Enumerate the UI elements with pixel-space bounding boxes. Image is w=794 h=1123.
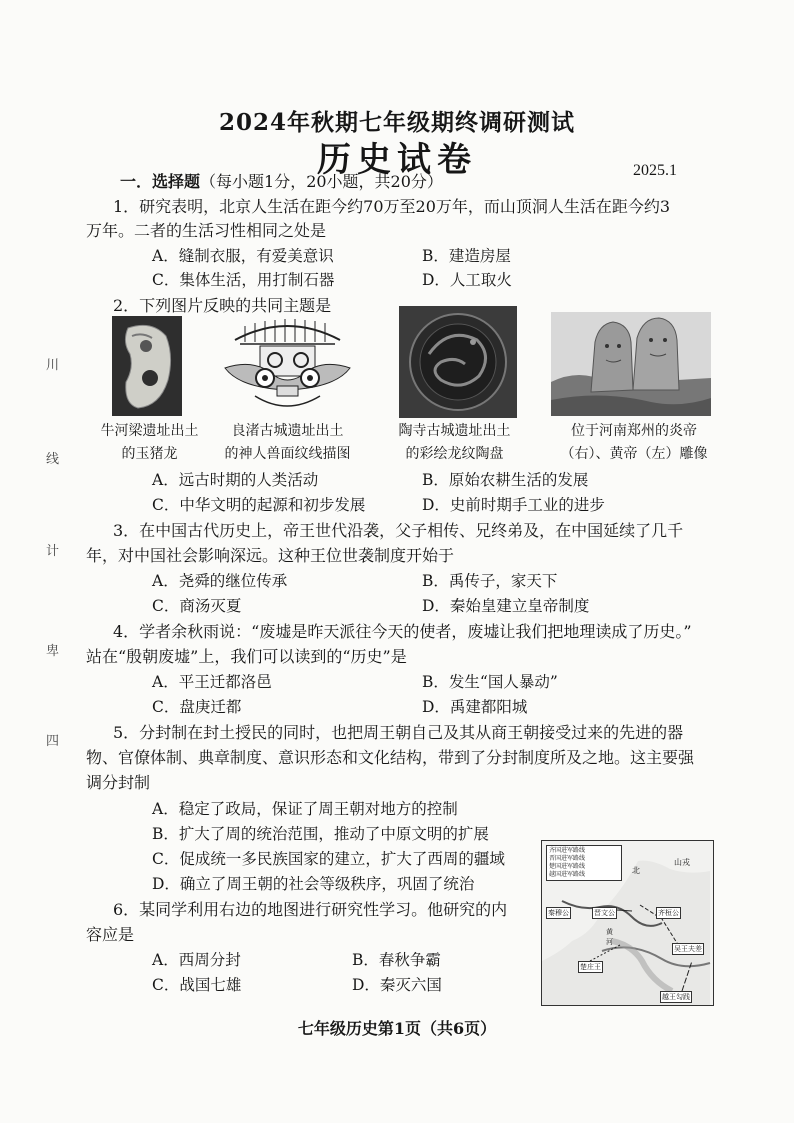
q5-option-a[interactable]: A．稳定了政局，保证了周王朝对地方的控制 xyxy=(152,800,458,818)
q4-option-d[interactable]: D．禹建都阳城 xyxy=(422,698,528,716)
caption-liangzhu-mask: 良渚古城遗址出土 的神人兽面纹线描图 xyxy=(224,423,351,462)
q6-option-a[interactable]: A．西周分封 xyxy=(152,951,241,969)
q6-option-d[interactable]: D．秦灭六国 xyxy=(352,976,442,994)
q1-line2: 万年。二者的生活习性相同之处是 xyxy=(86,221,327,240)
liangzhu-mask-drawing xyxy=(215,318,360,418)
q1-line1: 1．研究表明，北京人生活在距今约70万至20万年，而山顶洞人生活在距今约3 xyxy=(113,197,671,216)
jade-pig-dragon-photo xyxy=(112,316,182,416)
exam-date: 2025.1 xyxy=(633,162,677,179)
q4-option-b[interactable]: B．发生“国人暴动” xyxy=(422,673,558,691)
map-label: 北 xyxy=(632,866,640,875)
margin-mark: 川 xyxy=(46,358,60,373)
q3-option-b[interactable]: B．禹传子，家天下 xyxy=(422,572,558,590)
q5-option-b[interactable]: B．扩大了周的统治范围，推动了中原文明的扩展 xyxy=(152,825,489,843)
map-label: 吴王夫差 xyxy=(674,945,702,953)
margin-mark: 四 xyxy=(46,734,60,749)
q4-line1: 4．学者余秋雨说：“废墟是昨天派往今天的使者，废墟让我们把地理读成了历史。” xyxy=(113,622,692,641)
map-label: 河 xyxy=(606,938,613,946)
q2-option-c[interactable]: C．中华文明的起源和初步发展 xyxy=(152,496,366,514)
map-legend: 齐国进军路线 晋国进军路线 楚国进军路线 越国进军路线 xyxy=(546,845,622,881)
map-label: 齐桓公 xyxy=(658,909,679,917)
q1-option-b[interactable]: B．建造房屋 xyxy=(422,247,511,265)
q4-option-a[interactable]: A．平王迁都洛邑 xyxy=(152,673,272,691)
exam-subtitle: 历史试卷 xyxy=(317,140,477,180)
q1-option-c[interactable]: C．集体生活，用打制石器 xyxy=(152,271,335,289)
q2-option-a[interactable]: A．远古时期的人类活动 xyxy=(152,471,319,489)
exam-title: 2024年秋期七年级期终调研测试 xyxy=(218,109,575,136)
taosi-dragon-plate-photo xyxy=(399,306,517,418)
q6-line2: 容应是 xyxy=(86,925,135,944)
q1-option-d[interactable]: D．人工取火 xyxy=(422,271,512,289)
map-label: 秦穆公 xyxy=(548,909,569,917)
caption-taosi-plate: 陶寺古城遗址出土 的彩绘龙纹陶盘 xyxy=(398,423,511,462)
q2-option-b[interactable]: B．原始农耕生活的发展 xyxy=(422,471,589,489)
caption-yan-huang-statues: 位于河南郑州的炎帝 （右）、黄帝（左）雕像 xyxy=(560,423,708,462)
q3-option-a[interactable]: A．尧舜的继位传承 xyxy=(152,572,288,590)
q6-option-b[interactable]: B．春秋争霸 xyxy=(352,951,441,969)
q5-option-d[interactable]: D．确立了周王朝的社会等级秩序，巩固了统治 xyxy=(152,875,475,893)
q2-option-d[interactable]: D．史前时期手工业的进步 xyxy=(422,496,605,514)
margin-mark: 卑 xyxy=(46,644,60,659)
spring-autumn-hegemony-map xyxy=(541,840,714,1006)
map-label: 越王勾践 xyxy=(662,993,690,1001)
margin-mark: 线 xyxy=(46,452,60,467)
caption-jade-pig-dragon: 牛河梁遗址出土 的玉猪龙 xyxy=(100,423,199,462)
q5-line3: 调分封制 xyxy=(86,773,151,792)
margin-mark: 计 xyxy=(46,544,60,559)
map-label: 晋文公 xyxy=(594,909,615,917)
q3-option-c[interactable]: C．商汤灭夏 xyxy=(152,597,242,615)
q3-line2: 年，对中国社会影响深远。这种王位世袭制度开始于 xyxy=(86,546,455,565)
section-heading: 一．选择题（每小题1分，20小题，共20分） xyxy=(120,172,443,191)
q2-stem: 2．下列图片反映的共同主题是 xyxy=(113,296,332,315)
map-label: 黄 xyxy=(606,928,613,936)
q5-line1: 5．分封制在封土授民的同时，也把周王朝自己及其从商王朝接受过来的先进的器 xyxy=(113,723,684,742)
q3-option-d[interactable]: D．秦始皇建立皇帝制度 xyxy=(422,597,590,615)
page-footer: 七年级历史第1页（共6页） xyxy=(297,1019,497,1038)
map-label: 楚庄王 xyxy=(580,963,601,971)
yan-huang-statues-photo xyxy=(551,312,711,416)
q5-option-c[interactable]: C．促成统一多民族国家的建立，扩大了西周的疆域 xyxy=(152,850,505,868)
q3-line1: 3．在中国古代历史上，帝王世代沿袭，父子相传、兄终弟及，在中国延续了几千 xyxy=(113,521,684,540)
q1-option-a[interactable]: A．缝制衣服，有爱美意识 xyxy=(152,247,334,265)
q6-option-c[interactable]: C．战国七雄 xyxy=(152,976,242,994)
q4-line2: 站在“殷朝废墟”上，我们可以读到的“历史”是 xyxy=(86,647,407,666)
map-label: 山戎 xyxy=(674,858,690,867)
q6-line1: 6．某同学利用右边的地图进行研究性学习。他研究的内 xyxy=(113,900,508,919)
q4-option-c[interactable]: C．盘庚迁都 xyxy=(152,698,242,716)
q5-line2: 物、官僚体制、典章制度、意识形态和文化结构，带到了分封制度所及之地。这主要强 xyxy=(86,748,695,767)
